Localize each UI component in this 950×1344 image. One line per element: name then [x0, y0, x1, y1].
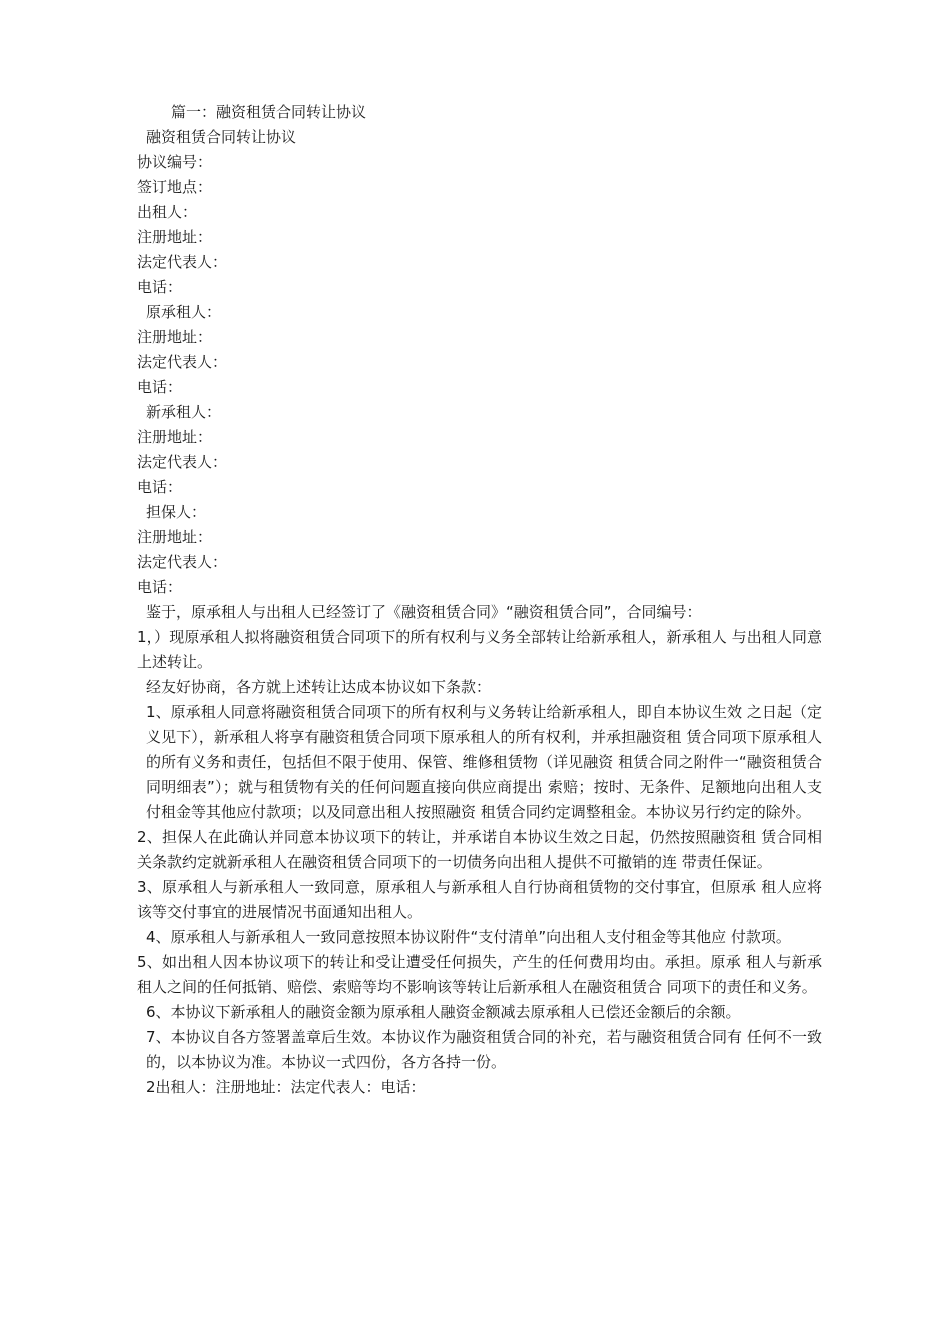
clause-paragraph: 2、担保人在此确认并同意本协议项下的转让，并承诺自本协议生效之日起，仍然按照融资租 赁合同相关条款约定就新承租人在融资租赁合同项下的一切债务向出租人提供不可撤销的连 带责任保证。: [137, 828, 822, 871]
agreement-number-field: 协议编号：: [137, 153, 213, 171]
new-lessee-name-field: 新承租人：: [146, 403, 222, 421]
guarantor-address-field: 注册地址：: [137, 528, 213, 546]
clause-paragraph: 3、原承租人与新承租人一致同意，原承租人与新承租人自行协商租赁物的交付事宜，但原承 租人应将该等交付事宜的进展情况书面通知出租人。: [137, 878, 822, 921]
document-subtitle: 融资租赁合同转让协议: [146, 128, 297, 146]
lessor-phone-field: 电话：: [137, 278, 183, 296]
recital-paragraph: 鉴于，原承租人与出租人已经签订了《融资租赁合同》“融资租赁合同”，合同编号：: [146, 603, 702, 621]
original-lessee-name-field: 原承租人：: [146, 303, 222, 321]
guarantor-legal-rep-field: 法定代表人：: [137, 553, 228, 571]
clause-paragraph: 1、原承租人同意将融资租赁合同项下的所有权利与义务转让给新承租人，即自本协议生效 之日起（定义见下），新承租人将享有融资租赁合同项下原承租人的所有权利，并承担融资租 赁合同项下原承租人的所有义务和责任，包括但不限于使用、保管、维修租赁物（详见融资 租赁合同之附件一“融资租赁合同明细表”）；就与租赁物有关的任何问题直接向供应商提出 索赔；按时、无条件、足额地向出租人支付租金等其他应付款项；以及同意出租人按照融资 租赁合同约定调整租金。本协议另行约定的除外。: [146, 703, 822, 821]
guarantor-phone-field: 电话：: [137, 578, 183, 596]
original-lessee-phone-field: 电话：: [137, 378, 183, 396]
clause-paragraph: 6、本协议下新承租人的融资金额为原承租人融资金额减去原承租人已偿还金额后的余额。: [146, 1003, 741, 1021]
clause-paragraph: 4、原承租人与新承租人一致同意按照本协议附件“支付清单”向出租人支付租金等其他应 付款项。: [146, 928, 791, 946]
recital-paragraph: 经友好协商，各方就上述转让达成本协议如下条款：: [146, 678, 492, 696]
lessor-address-field: 注册地址：: [137, 228, 213, 246]
document-body: [137, 100, 822, 1100]
guarantor-name-field: 担保人：: [146, 503, 207, 521]
lessor-legal-rep-field: 法定代表人：: [137, 253, 228, 271]
clause-paragraph: 7、本协议自各方签署盖章后生效。本协议作为融资租赁合同的补充，若与融资租赁合同有 任何不一致的，以本协议为准。本协议一式四份，各方各持一份。: [146, 1028, 822, 1071]
recital-paragraph: 1，）现原承租人拟将融资租赁合同项下的所有权利与义务全部转让给新承租人，新承租人 与出租人同意上述转让。: [137, 628, 822, 671]
new-lessee-phone-field: 电话：: [137, 478, 183, 496]
new-lessee-legal-rep-field: 法定代表人：: [137, 453, 228, 471]
signing-place-field: 签订地点：: [137, 178, 213, 196]
original-lessee-legal-rep-field: 法定代表人：: [137, 353, 228, 371]
original-lessee-address-field: 注册地址：: [137, 328, 213, 346]
footer-signature-line: 2出租人：注册地址：法定代表人：电话：: [146, 1078, 426, 1096]
clause-paragraph: 5、如出租人因本协议项下的转让和受让遭受任何损失，产生的任何费用均由。承担。原承 租人与新承租人之间的任何抵销、赔偿、索赔等均不影响该等转让后新承租人在融资租赁合 同项下的责任和义务。: [137, 953, 822, 996]
document-title: 篇一：融资租赁合同转让协议: [171, 103, 367, 121]
new-lessee-address-field: 注册地址：: [137, 428, 213, 446]
lessor-name-field: 出租人：: [137, 203, 198, 221]
